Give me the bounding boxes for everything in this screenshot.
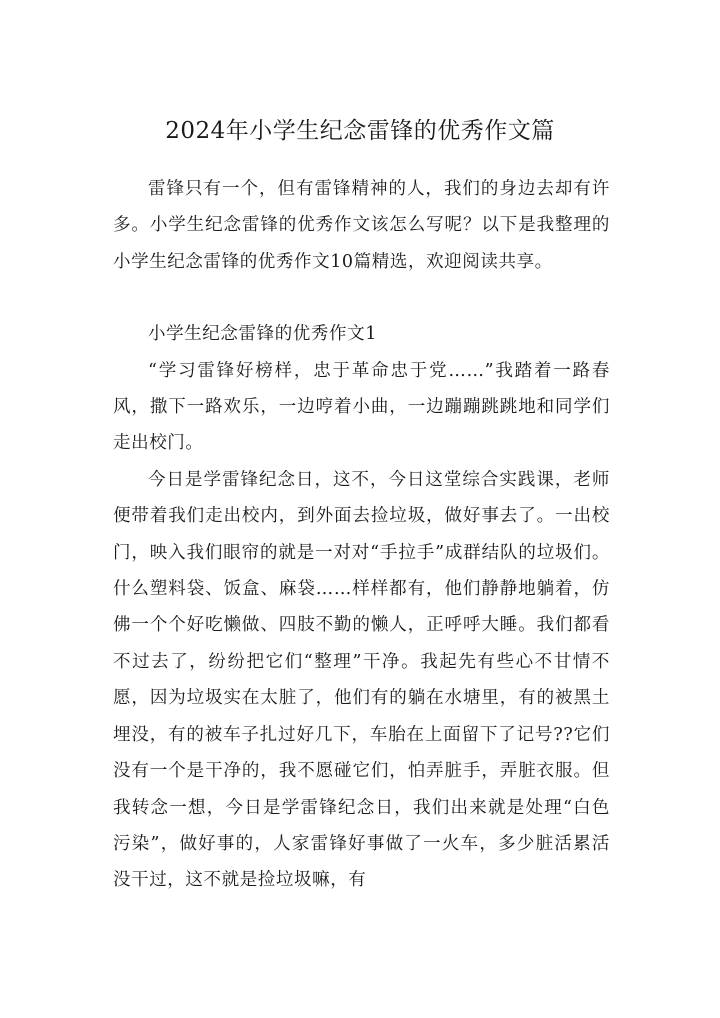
- intro-paragraph: 雷锋只有一个，但有雷锋精神的人，我们的身边去却有许多。小学生纪念雷锋的优秀作文该怎么写呢？以下是我整理的小学生纪念雷锋的优秀作文10篇精选，欢迎阅读共享。: [113, 179, 610, 272]
- paragraph-gap: [113, 280, 610, 316]
- body-paragraph: “学习雷锋好榜样，忠于革命忠于党……”我踏着一路春风，撒下一路欢乐，一边哼着小曲，一边蹦蹦跳跳地和同学们走出校门。: [113, 360, 610, 454]
- section-heading: 小学生纪念雷锋的优秀作文1: [148, 324, 377, 345]
- document-body: [113, 171, 610, 899]
- document-title: 2024年小学生纪念雷锋的优秀作文篇: [165, 118, 555, 144]
- body-paragraph: 今日是学雷锋纪念日，这不，今日这堂综合实践课，老师便带着我们走出校内，到外面去捡垃圾，做好事去了。一出校门，映入我们眼帘的就是一对对“手拉手”成群结队的垃圾们。什么塑料袋、饭盒、麻袋……样样都有，他们静静地躺着，仿佛一个个好吃懒做、四肢不勤的懒人，正呼呼大睡。我们都看不过去了，纷纷把它们“整理”干净。我起先有些心不甘情不愿，因为垃圾实在太脏了，他们有的躺在水塘里，有的被黑土埋没，有的被车子扎过好几下，车胎在上面留下了记号??它们没有一个是干净的，我不愿碰它们，怕弄脏手，弄脏衣服。但我转念一想，今日是学雷锋纪念日，我们出来就是处理“白色污染”，做好事的，人家雷锋好事做了一火车，多少脏活累活没干过，这不就是捡垃圾嘛，有: [113, 469, 610, 891]
